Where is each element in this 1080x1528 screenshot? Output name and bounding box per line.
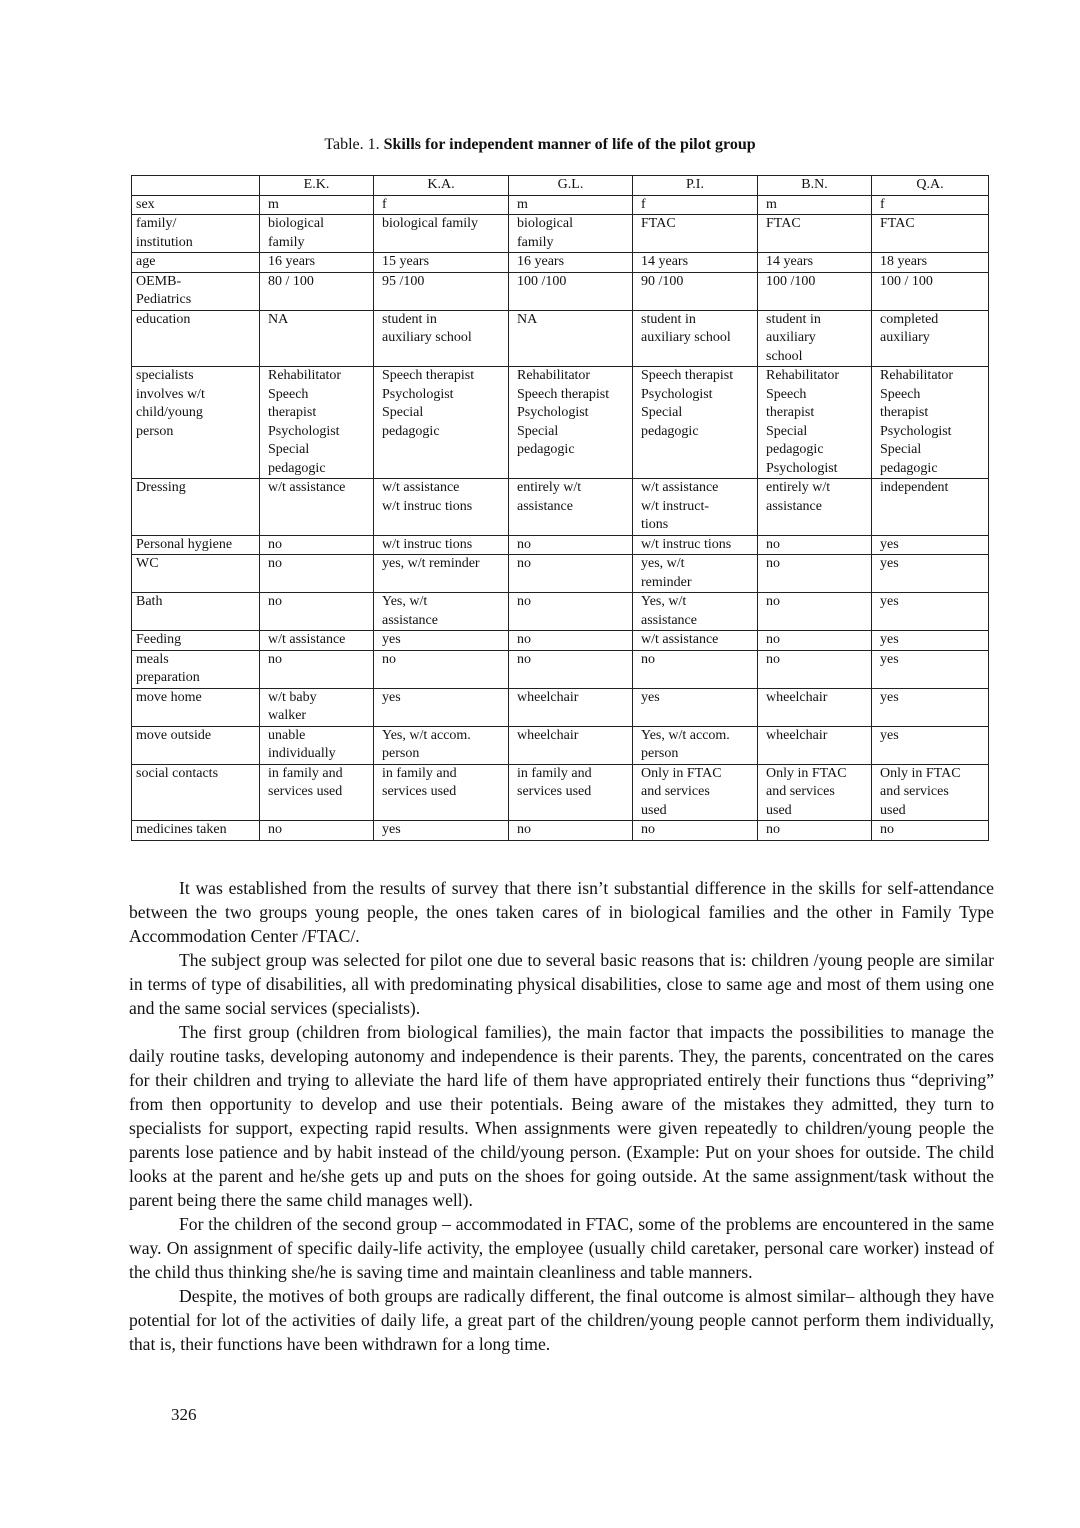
table-row (132, 195, 989, 215)
header-cell: P.I. (633, 176, 758, 196)
table-cell: Speech therapist Psychologist Special pedagogic (633, 367, 758, 479)
table-cell: w/t instruc tions (374, 535, 509, 555)
header-cell: K.A. (374, 176, 509, 196)
table-row (132, 479, 989, 536)
table-cell: Only in FTAC and services used (758, 764, 872, 821)
table-cell: w/t assistance w/t instruc tions (374, 479, 509, 536)
table-cell: no (633, 821, 758, 841)
table-cell: no (260, 821, 374, 841)
table-cell: no (633, 650, 758, 688)
table-cell: wheelchair (758, 726, 872, 764)
table-cell: Yes, w/t accom. person (374, 726, 509, 764)
table-cell: no (374, 650, 509, 688)
table-cell: student in auxiliary school (633, 310, 758, 367)
table-cell: Speech therapist Psychologist Special pedagogic (374, 367, 509, 479)
table-cell: unable individually (260, 726, 374, 764)
table-cell: 80 / 100 (260, 272, 374, 310)
table-cell: yes, w/t reminder (633, 555, 758, 593)
paragraph: For the children of the second group – accommodated in FTAC, some of the problems are encountered in the same way. On assignment of specific daily-life activity, the employee (usually child caretaker, personal care worker) instead of the child thus thinking she/he is saving time and maintain cleanliness and table manners. (129, 1214, 994, 1282)
table-row (132, 631, 989, 651)
table-cell: no (260, 593, 374, 631)
table-row (132, 726, 989, 764)
table-cell: in family and services used (509, 764, 633, 821)
paragraph: The subject group was selected for pilot one due to several basic reasons that is: children /young people are similar in terms of type of disabilities, all with predominating physical disabilities, close to same age and most of them using one and the same social services (specialists). (129, 950, 994, 1018)
table-header (132, 176, 989, 196)
table-cell: Rehabilitator Speech therapist Psychologist Special pedagogic (260, 367, 374, 479)
table-cell: 14 years (633, 253, 758, 273)
table-cell: NA (260, 310, 374, 367)
table-cell: 100 / 100 (872, 272, 989, 310)
table-cell: no (260, 555, 374, 593)
table-row (132, 593, 989, 631)
table-cell: f (374, 195, 509, 215)
table-cell: no (509, 631, 633, 651)
paragraph: It was established from the results of survey that there isn’t substantial difference in the skills for self-attendance between the two groups young people, the ones taken cares of in biological families and the other in Family Type Accommodation Center /FTAC/. (129, 878, 994, 946)
table-cell: no (758, 650, 872, 688)
table-cell: no (758, 631, 872, 651)
table-cell: f (633, 195, 758, 215)
row-label-cell: Dressing (132, 479, 260, 536)
table-cell: FTAC (758, 215, 872, 253)
table-cell: Only in FTAC and services used (872, 764, 989, 821)
table-row (132, 310, 989, 367)
row-label-cell: Feeding (132, 631, 260, 651)
table-row (132, 764, 989, 821)
header-cell: Q.A. (872, 176, 989, 196)
table-cell: Rehabilitator Speech therapist Psychologist Special pedagogic (509, 367, 633, 479)
table-cell: f (872, 195, 989, 215)
table-body (132, 195, 989, 840)
page-number: 326 (171, 1405, 197, 1424)
table-cell: in family and services used (374, 764, 509, 821)
row-label-cell: specialists involves w/t child/young person (132, 367, 260, 479)
table-row (132, 650, 989, 688)
table-row (132, 253, 989, 273)
table-cell: yes (374, 631, 509, 651)
table-cell: entirely w/t assistance (509, 479, 633, 536)
table-cell: w/t assistance w/t instruct- tions (633, 479, 758, 536)
table-caption-prefix: Table. 1. (324, 136, 384, 153)
table-cell: no (509, 821, 633, 841)
table-cell: yes (872, 535, 989, 555)
table-cell: no (758, 821, 872, 841)
row-label-cell: WC (132, 555, 260, 593)
table-cell: wheelchair (509, 688, 633, 726)
table-cell: 18 years (872, 253, 989, 273)
table-caption (0, 136, 1080, 154)
table-row (132, 272, 989, 310)
table-cell: w/t assistance (633, 631, 758, 651)
table-cell: w/t assistance (260, 631, 374, 651)
body-text (129, 876, 994, 1356)
table-cell: 90 /100 (633, 272, 758, 310)
table-row (132, 555, 989, 593)
table-cell: student in auxiliary school (758, 310, 872, 367)
table-cell: w/t baby walker (260, 688, 374, 726)
table-cell: 16 years (260, 253, 374, 273)
row-label-cell: move outside (132, 726, 260, 764)
table-cell: biological family (260, 215, 374, 253)
table-cell: NA (509, 310, 633, 367)
table-cell: yes (633, 688, 758, 726)
table-cell: no (509, 555, 633, 593)
table-cell: Rehabilitator Speech therapist Special pedagogic Psychologist (758, 367, 872, 479)
table-cell: entirely w/t assistance (758, 479, 872, 536)
table-header-row (132, 176, 989, 196)
table-cell: completed auxiliary (872, 310, 989, 367)
table-cell: yes (872, 555, 989, 593)
table-cell: wheelchair (509, 726, 633, 764)
row-label-cell: Personal hygiene (132, 535, 260, 555)
table-cell: no (509, 535, 633, 555)
table-cell: yes (374, 688, 509, 726)
table-cell: yes (872, 631, 989, 651)
table-cell: in family and services used (260, 764, 374, 821)
row-label-cell: education (132, 310, 260, 367)
table-cell: yes (872, 726, 989, 764)
table-row (132, 821, 989, 841)
table-cell: no (260, 535, 374, 555)
paragraph: Despite, the motives of both groups are radically different, the final outcome is almost similar– although they have potential for lot of the activities of daily life, a great part of the children/young people cannot perform them individually, that is, their functions have been withdrawn for a long time. (129, 1286, 994, 1354)
table-caption-title: Skills for independent manner of life of the pilot group (383, 136, 756, 153)
table-cell: no (758, 555, 872, 593)
table-cell: wheelchair (758, 688, 872, 726)
row-label-cell: family/ institution (132, 215, 260, 253)
header-cell (132, 176, 260, 196)
header-cell: E.K. (260, 176, 374, 196)
table-cell: m (758, 195, 872, 215)
table-cell: student in auxiliary school (374, 310, 509, 367)
table-cell: w/t instruc tions (633, 535, 758, 555)
table-cell: 16 years (509, 253, 633, 273)
table-row (132, 367, 989, 479)
table-cell: no (509, 650, 633, 688)
table-cell: Yes, w/t assistance (633, 593, 758, 631)
table-cell: yes (872, 650, 989, 688)
table-cell: Only in FTAC and services used (633, 764, 758, 821)
table-cell: 95 /100 (374, 272, 509, 310)
row-label-cell: move home (132, 688, 260, 726)
table-cell: no (509, 593, 633, 631)
table-cell: no (872, 821, 989, 841)
table-cell: biological family (374, 215, 509, 253)
table-row (132, 535, 989, 555)
table-cell: yes (374, 821, 509, 841)
table-cell: 100 /100 (758, 272, 872, 310)
table-cell: yes (872, 688, 989, 726)
table-cell: m (260, 195, 374, 215)
table-cell: w/t assistance (260, 479, 374, 536)
header-cell: G.L. (509, 176, 633, 196)
table-cell: Yes, w/t accom. person (633, 726, 758, 764)
row-label-cell: OEMB- Pediatrics (132, 272, 260, 310)
row-label-cell: sex (132, 195, 260, 215)
table-cell: Rehabilitator Speech therapist Psychologist Special pedagogic (872, 367, 989, 479)
table-cell: no (758, 593, 872, 631)
skills-table (131, 175, 989, 841)
row-label-cell: Bath (132, 593, 260, 631)
table-cell: 100 /100 (509, 272, 633, 310)
table-row (132, 688, 989, 726)
row-label-cell: social contacts (132, 764, 260, 821)
table-cell: yes (872, 593, 989, 631)
row-label-cell: meals preparation (132, 650, 260, 688)
table-cell: independent (872, 479, 989, 536)
table-cell: biological family (509, 215, 633, 253)
table-cell: 15 years (374, 253, 509, 273)
table-cell: Yes, w/t assistance (374, 593, 509, 631)
table-cell: FTAC (633, 215, 758, 253)
row-label-cell: medicines taken (132, 821, 260, 841)
table-cell: no (260, 650, 374, 688)
table-cell: no (758, 535, 872, 555)
table-row (132, 215, 989, 253)
header-cell: B.N. (758, 176, 872, 196)
table-cell: yes, w/t reminder (374, 555, 509, 593)
table-cell: m (509, 195, 633, 215)
paragraph: The first group (children from biological families), the main factor that impacts the possibilities to manage the daily routine tasks, developing autonomy and independence is their parents. They, the parents, concentrated on the cares for their children and trying to alleviate the hard life of them have appropriated entirely their functions thus “depriving” from then opportunity to develop and use their potentials. Being aware of the mistakes they admitted, they turn to specialists for support, expecting rapid results. When assignments were given repeatedly to children/young people the parents lose patience and by habit instead of the child/young person. (Example: Put on your shoes for outside. The child looks at the parent and he/she gets up and puts on the shoes for going outside. At the same assignment/task without the parent being there the same child manages well). (129, 1022, 994, 1210)
table-cell: 14 years (758, 253, 872, 273)
row-label-cell: age (132, 253, 260, 273)
table-cell: FTAC (872, 215, 989, 253)
